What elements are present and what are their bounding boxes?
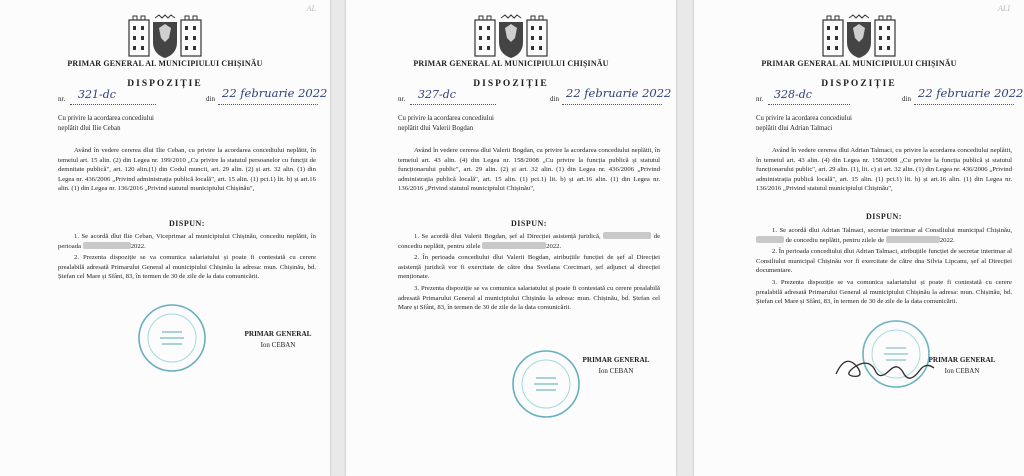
preamble [398, 146, 660, 194]
number-line [70, 104, 156, 105]
subject-line-1: Cu privire la acordarea concediului [756, 115, 852, 122]
item-2: 2. În perioada concediului dlui Adrian Talmaci, atribuțiile funcției de secretar interimar al Consiliului municipal Chișinău vor fi exercitate de către dna Silvia Lipcanu, șef al Direcției documentare. [756, 248, 1012, 275]
subject-line-2: neplătit dlui Ilie Ceban [58, 125, 121, 132]
signature-name: Ion CEBAN [598, 367, 634, 375]
subject [58, 114, 154, 134]
item-3: 3. Prezenta dispoziție se va comunica salariatului și poate fi contestată cu cerere prealabilă adresată Primarului General al municipiului Chișinău la adresa: mun. Chișinău, bd. Ștefan cel Mare și Sfânt, 83, în termen de 30 de zile de la data comunicării. [756, 278, 1012, 306]
signature-name: Ion CEBAN [260, 341, 296, 349]
redacted-dates [886, 236, 940, 243]
number-line [768, 104, 850, 105]
document-page-2 [346, 0, 676, 476]
document-title: DISPOZIȚIE [473, 79, 549, 89]
official-stamp-icon [510, 348, 582, 420]
subject [756, 114, 852, 134]
items [398, 232, 660, 315]
redacted-period [756, 236, 784, 243]
dispun-heading: DISPUN: [169, 219, 205, 228]
document-date: 22 februarie 2022 [918, 86, 1024, 100]
corner-mark: ALI [998, 4, 1010, 13]
signature-title: PRIMAR GENERAL [928, 356, 996, 364]
number-line [410, 104, 496, 105]
item-2: 2. Prezenta dispoziție se va comunica salariatului și poate fi contestată cu cerere prealabilă adresată Primarului General al municipiului Chișinău la adresa: mun. Chișinău, bd. Ștefan cel Mare și Sfânt, 83, în termen de 30 de zile de la data comunicării. [58, 254, 316, 281]
redacted-dates [482, 242, 546, 249]
document-number: 328-dc [774, 88, 812, 101]
date-line [218, 104, 318, 105]
signature-title: PRIMAR GENERAL [582, 356, 650, 364]
dispun-heading: DISPUN: [511, 219, 547, 228]
date-label: din [902, 95, 911, 103]
official-stamp-icon [136, 302, 208, 374]
preamble-text: Având în vedere cererea dlui Ilie Ceban, cu privire la acordarea concediului neplătit, în temeiul art. 15 alin. (2) din Legea nr. 199/2010 „Cu privire la statutul persoanelor cu funcții de demnitate publică", art. 120 alin.(1) din Codul muncii, art. 29 alin. (2) și art. 32 alin. (1) din Legea nr. 436/2006 „Privind administrația publică locală", art. 15 alin. (1) pct.1) lit. b) și art.16 alin. (1) din Legea nr. 136/2016 „Privind statutul municipiului Chișinău", [58, 147, 316, 193]
item-1: 1. Se acordă dlui Adrian Talmaci, secretar interimar al Consiliului municipal Chișinău, de concediu neplătit, pentru zilele de 2022. [756, 226, 1012, 245]
document-number: 321-dc [78, 88, 116, 101]
subject-line-2: neplătit dlui Adrian Talmaci [756, 125, 833, 132]
subject-line-1: Cu privire la acordarea concediului [398, 115, 494, 122]
signature-title: PRIMAR GENERAL [244, 330, 312, 338]
document-header: PRIMAR GENERAL AL MUNICIPIULUI CHIȘINĂU [413, 59, 609, 68]
coat-of-arms-icon [473, 14, 549, 60]
subject-line-1: Cu privire la acordarea concediului [58, 115, 154, 122]
coat-of-arms-icon [127, 14, 203, 60]
dispun-heading: DISPUN: [866, 212, 902, 221]
number-label: nr. [58, 95, 66, 103]
subject [398, 114, 494, 134]
document-page-3 [694, 0, 1024, 476]
item-1: 1. Se acordă dlui Valerii Bogdan, șef al Direcției asistență juridică, de concediu neplătit, pentru zilele 2022. [398, 233, 661, 250]
coat-of-arms-icon [821, 14, 897, 60]
date-label: din [206, 95, 215, 103]
signature-name: Ion CEBAN [944, 367, 980, 375]
item-2: 2. În perioada concediului dlui Valerii Bogdan, atribuțiile funcției de șef al Direcției asistență juridică vor fi exercitate de către dna Svetlana Corcimari, șef adjunct al direcției menționate. [398, 254, 660, 281]
document-date: 22 februarie 2022 [566, 86, 672, 100]
items [756, 226, 1012, 309]
preamble [58, 146, 316, 194]
redacted-dates [83, 242, 131, 249]
corner-mark: AL [306, 4, 316, 13]
document-title: DISPOZIȚIE [821, 79, 897, 89]
redacted-period [603, 232, 651, 239]
number-label: nr. [398, 95, 406, 103]
document-title: DISPOZIȚIE [127, 79, 203, 89]
document-header: PRIMAR GENERAL AL MUNICIPIULUI CHIȘINĂU [761, 59, 957, 68]
items [58, 232, 316, 284]
preamble-text: Având în vedere cererea dlui Adrian Talmaci, cu privire la acordarea concediului neplătit, în temeiul art. 43 alin. (4) din Legea nr. 158/2008 „Cu privire la funcția publică și statutul funcționarului public", art. 29 alin. (1), lit. c) și art. 32 alin. (1) din Legea nr. 436/2006 „Privind administrația publică locală", art. 15 alin. (1) pct.1) lit. b) și art.16 alin. (1) din Legea nr. 136/2016 „Privind statutul municipiului Chișinău", [756, 147, 1012, 193]
preamble-text: Având în vedere cererea dlui Valerii Bogdan, cu privire la acordarea concediului neplătit, în temeiul art. 43 alin. (4) din Legea nr. 158/2008 „Cu privire la funcția publică și statutul funcționarului public", art. 29 alin. (2) și art. 32 alin. (1) din Legea nr. 436/2006 „Privind administrația publică locală", art. 15 alin. (1) pct.1) lit. b) și art.16 alin. (1) din Legea nr. 136/2016 „Privind statutul municipiului Chișinău", [398, 147, 660, 193]
signature-scribble-icon [832, 346, 942, 382]
preamble [756, 146, 1012, 194]
item-1: 1. Se acordă dlui Ilie Ceban, Viceprimar al municipiului Chișinău, concediu neplătit, în perioada 2022. [58, 233, 316, 250]
document-header: PRIMAR GENERAL AL MUNICIPIULUI CHIȘINĂU [67, 59, 263, 68]
subject-line-2: neplătit dlui Valerii Bogdan [398, 125, 474, 132]
document-date: 22 februarie 2022 [222, 86, 328, 100]
number-label: nr. [756, 95, 764, 103]
document-page-1 [0, 0, 330, 476]
date-line [914, 104, 1014, 105]
date-line [562, 104, 662, 105]
item-3: 3. Prezenta dispoziție se va comunica salariatului și poate fi contestată cu cerere prealabilă adresată Primarului General al municipiului Chișinău la adresa: mun. Chișinău, bd. Ștefan cel Mare și Sfânt, 83, în termen de 30 de zile de la data comunicării. [398, 284, 660, 312]
document-number: 327-dc [418, 88, 456, 101]
date-label: din [550, 95, 559, 103]
